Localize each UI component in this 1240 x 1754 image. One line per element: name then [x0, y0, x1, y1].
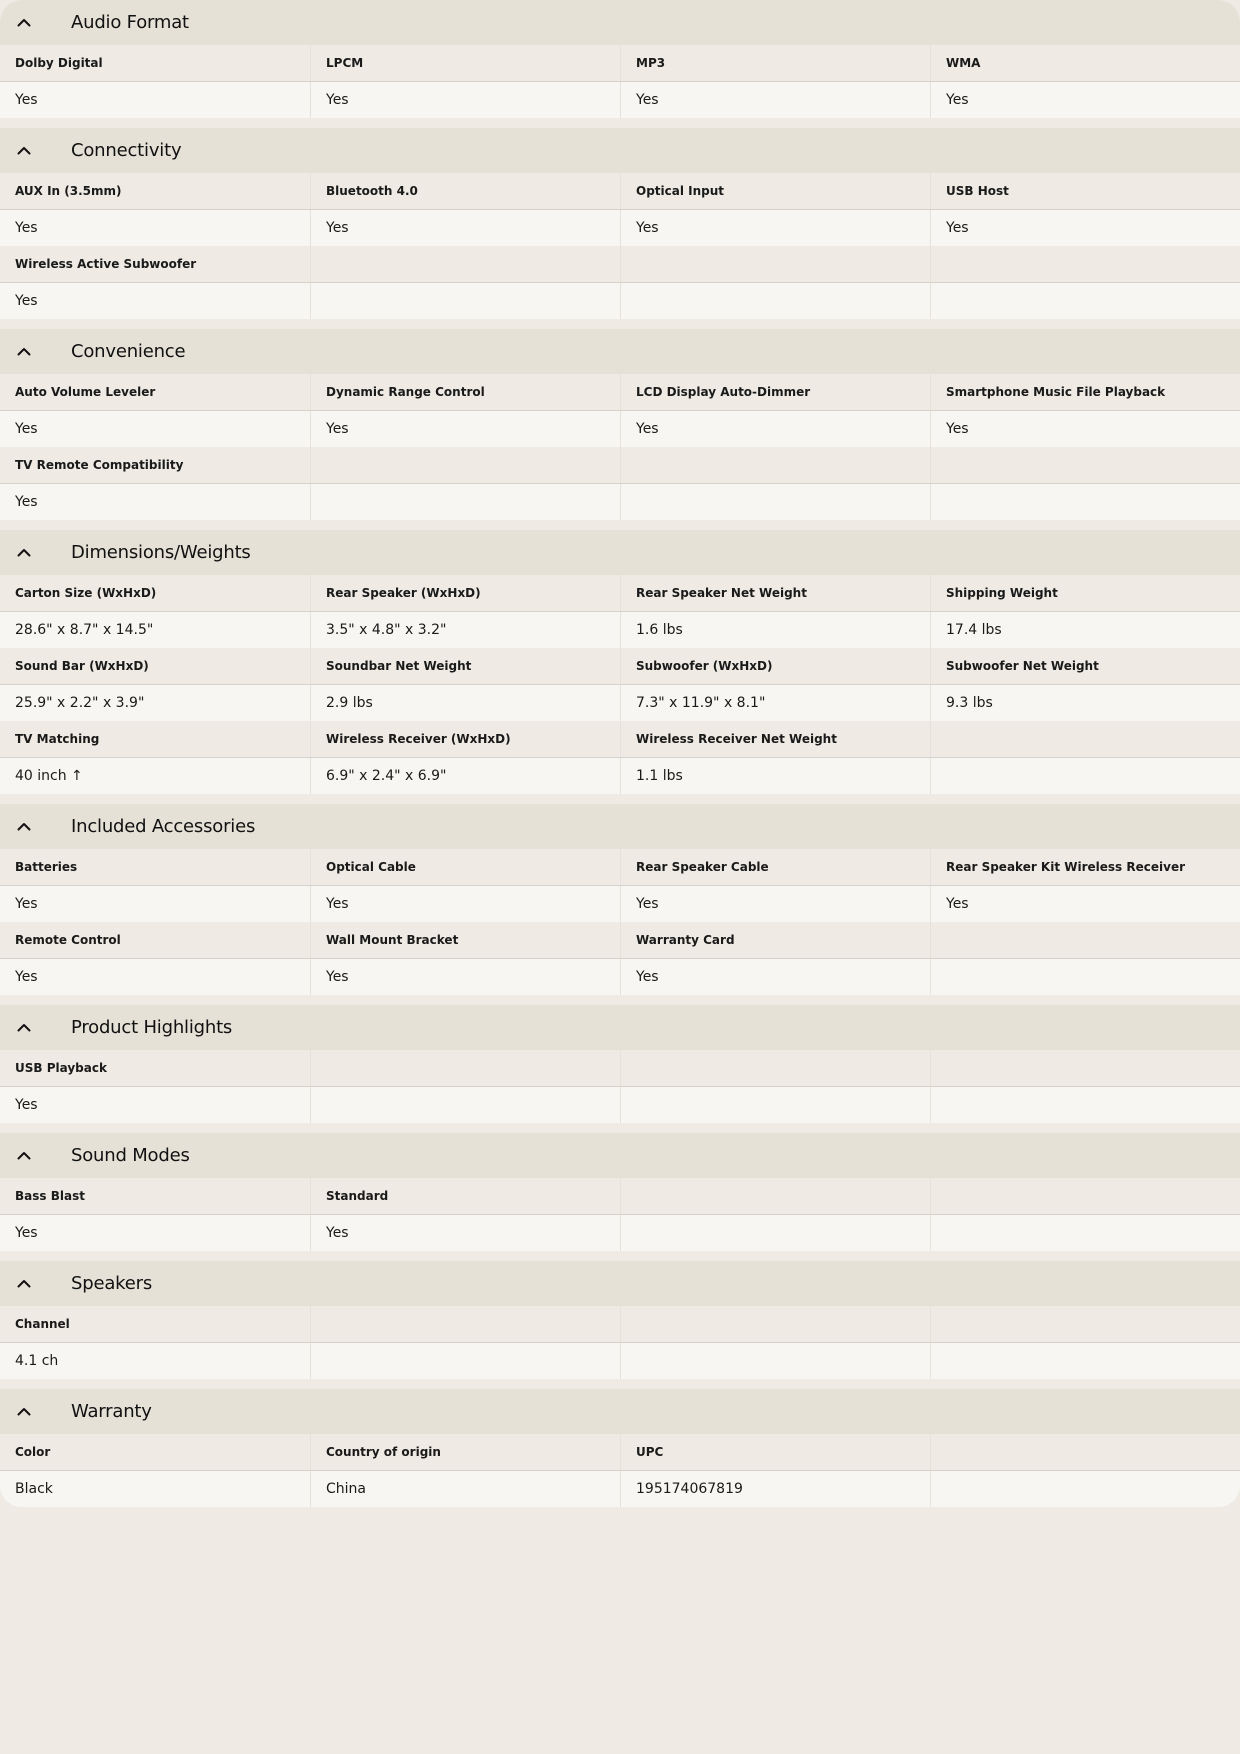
- spec-section-dimensions-weights: [0, 520, 1240, 794]
- spec-value: 6.9" x 2.4" x 6.9": [310, 758, 620, 794]
- spec-value-row: [0, 283, 1240, 319]
- spec-section-warranty: [0, 1379, 1240, 1507]
- spec-label-row: [0, 575, 1240, 612]
- spec-section-speakers: [0, 1251, 1240, 1379]
- chevron-up-icon[interactable]: [0, 329, 71, 374]
- spec-label: Smartphone Music File Playback: [930, 374, 1240, 410]
- spec-label: Subwoofer (WxHxD): [620, 648, 930, 684]
- spec-label: Warranty Card: [620, 922, 930, 958]
- section-toggle-warranty[interactable]: [0, 1389, 1240, 1434]
- spec-value: Yes: [310, 1215, 620, 1251]
- empty-cell: [310, 1306, 620, 1342]
- spec-value: Yes: [15, 293, 38, 309]
- spec-label: Wireless Active Subwoofer: [15, 257, 197, 271]
- spec-value: 195174067819: [620, 1471, 930, 1507]
- empty-cell: [310, 1343, 620, 1379]
- spec-label: AUX In (3.5mm): [15, 184, 122, 198]
- empty-cell: [620, 283, 930, 319]
- empty-cell: [930, 1215, 1240, 1251]
- spec-section-included-accessories: [0, 794, 1240, 995]
- spec-value: Yes: [15, 92, 38, 108]
- spec-label: TV Matching: [15, 732, 100, 746]
- spec-value: Yes: [930, 411, 1240, 447]
- empty-cell: [930, 959, 1240, 995]
- spec-label: TV Remote Compatibility: [15, 458, 184, 472]
- spec-value-row: [0, 758, 1240, 794]
- chevron-up-icon[interactable]: [0, 128, 71, 173]
- spec-value: Yes: [310, 411, 620, 447]
- spec-section-convenience: [0, 319, 1240, 520]
- spec-label: Subwoofer Net Weight: [930, 648, 1240, 684]
- spec-label: MP3: [620, 45, 930, 81]
- spec-value: Yes: [930, 210, 1240, 246]
- spec-value-row: [0, 411, 1240, 447]
- spec-value-row: [0, 959, 1240, 995]
- spec-value: Yes: [310, 210, 620, 246]
- spec-label: Remote Control: [15, 933, 121, 947]
- empty-cell: [930, 721, 1240, 757]
- spec-label-row: [0, 1178, 1240, 1215]
- spec-value-row: [0, 210, 1240, 246]
- empty-cell: [620, 246, 930, 282]
- spec-section-audio-format: [0, 0, 1240, 118]
- chevron-up-icon[interactable]: [0, 804, 71, 849]
- spec-label: LCD Display Auto-Dimmer: [620, 374, 930, 410]
- section-title: Product Highlights: [71, 1017, 233, 1038]
- spec-value-row: [0, 612, 1240, 648]
- spec-value: Yes: [620, 210, 930, 246]
- empty-cell: [930, 1471, 1240, 1507]
- chevron-up-icon[interactable]: [0, 1133, 71, 1178]
- spec-label-row: [0, 246, 1240, 283]
- spec-value: Yes: [15, 1097, 38, 1113]
- spec-value-row: [0, 886, 1240, 922]
- spec-section-connectivity: [0, 118, 1240, 319]
- spec-label: Channel: [15, 1317, 70, 1331]
- spec-label: Soundbar Net Weight: [310, 648, 620, 684]
- spec-value-row: [0, 685, 1240, 721]
- spec-label: Wall Mount Bracket: [310, 922, 620, 958]
- spec-value: Yes: [620, 886, 930, 922]
- spec-value: Yes: [15, 421, 38, 437]
- spec-label: Rear Speaker Cable: [620, 849, 930, 885]
- empty-cell: [620, 1178, 930, 1214]
- empty-cell: [930, 1050, 1240, 1086]
- empty-cell: [620, 1215, 930, 1251]
- spec-label: Rear Speaker Kit Wireless Receiver: [930, 849, 1240, 885]
- spec-value-row: [0, 1471, 1240, 1507]
- spec-label: Optical Input: [620, 173, 930, 209]
- spec-label: Dolby Digital: [15, 56, 103, 70]
- spec-label: Standard: [310, 1178, 620, 1214]
- spec-value: 7.3" x 11.9" x 8.1": [620, 685, 930, 721]
- section-title: Dimensions/Weights: [71, 542, 251, 563]
- spec-label: Bluetooth 4.0: [310, 173, 620, 209]
- empty-cell: [930, 246, 1240, 282]
- empty-cell: [930, 283, 1240, 319]
- spec-value: Yes: [15, 494, 38, 510]
- spec-label-row: [0, 45, 1240, 82]
- spec-value: Yes: [620, 82, 930, 118]
- spec-section-sound-modes: [0, 1123, 1240, 1251]
- spec-value-row: [0, 484, 1240, 520]
- spec-label: Rear Speaker (WxHxD): [310, 575, 620, 611]
- spec-label-row: [0, 1050, 1240, 1087]
- section-title: Sound Modes: [71, 1145, 190, 1166]
- spec-value: 1.1 lbs: [620, 758, 930, 794]
- spec-label-row: [0, 1306, 1240, 1343]
- spec-label: Sound Bar (WxHxD): [15, 659, 149, 673]
- empty-cell: [930, 1178, 1240, 1214]
- spec-value: 1.6 lbs: [620, 612, 930, 648]
- chevron-up-icon[interactable]: [0, 1389, 71, 1434]
- empty-cell: [620, 1306, 930, 1342]
- section-title: Included Accessories: [71, 816, 256, 837]
- empty-cell: [310, 1087, 620, 1123]
- spec-value: Yes: [620, 411, 930, 447]
- section-toggle-included-accessories[interactable]: [0, 804, 1240, 849]
- spec-label: Carton Size (WxHxD): [15, 586, 157, 600]
- empty-cell: [620, 447, 930, 483]
- spec-label: Country of origin: [310, 1434, 620, 1470]
- empty-cell: [310, 246, 620, 282]
- spec-value: Yes: [930, 886, 1240, 922]
- empty-cell: [310, 1050, 620, 1086]
- spec-label: LPCM: [310, 45, 620, 81]
- spec-value: Black: [15, 1481, 53, 1497]
- spec-label: Rear Speaker Net Weight: [620, 575, 930, 611]
- spec-label-row: [0, 447, 1240, 484]
- spec-label: WMA: [930, 45, 1240, 81]
- section-title: Connectivity: [71, 140, 182, 161]
- spec-value: 9.3 lbs: [930, 685, 1240, 721]
- spec-value: Yes: [310, 82, 620, 118]
- section-toggle-sound-modes[interactable]: [0, 1133, 1240, 1178]
- empty-cell: [930, 484, 1240, 520]
- section-title: Audio Format: [71, 12, 189, 33]
- spec-value: China: [310, 1471, 620, 1507]
- section-toggle-speakers[interactable]: [0, 1261, 1240, 1306]
- chevron-up-icon[interactable]: [0, 0, 71, 45]
- spec-value: Yes: [15, 896, 38, 912]
- spec-value: 28.6" x 8.7" x 14.5": [15, 622, 154, 638]
- empty-cell: [930, 1087, 1240, 1123]
- chevron-up-icon[interactable]: [0, 530, 71, 575]
- spec-value: Yes: [310, 886, 620, 922]
- spec-label: Optical Cable: [310, 849, 620, 885]
- empty-cell: [930, 1434, 1240, 1470]
- spec-value: 25.9" x 2.2" x 3.9": [15, 695, 145, 711]
- spec-value: 4.1 ch: [15, 1353, 59, 1369]
- spec-label: Auto Volume Leveler: [15, 385, 156, 399]
- spec-value: Yes: [620, 959, 930, 995]
- spec-label-row: [0, 374, 1240, 411]
- spec-label-row: [0, 849, 1240, 886]
- spec-label: Shipping Weight: [930, 575, 1240, 611]
- spec-value: 17.4 lbs: [930, 612, 1240, 648]
- spec-value: Yes: [310, 959, 620, 995]
- spec-label: Batteries: [15, 860, 78, 874]
- spec-label: USB Host: [930, 173, 1240, 209]
- empty-cell: [620, 1050, 930, 1086]
- empty-cell: [620, 1343, 930, 1379]
- empty-cell: [930, 1343, 1240, 1379]
- empty-cell: [930, 1306, 1240, 1342]
- spec-value-row: [0, 1215, 1240, 1251]
- spec-label: Color: [15, 1445, 51, 1459]
- section-title: Warranty: [71, 1401, 152, 1422]
- section-toggle-connectivity[interactable]: [0, 128, 1240, 173]
- spec-label-row: [0, 173, 1240, 210]
- spec-section-product-highlights: [0, 995, 1240, 1123]
- spec-value-row: [0, 82, 1240, 118]
- section-title: Speakers: [71, 1273, 152, 1294]
- section-toggle-product-highlights[interactable]: [0, 1005, 1240, 1050]
- spec-label-row: [0, 922, 1240, 959]
- spec-value: Yes: [15, 220, 38, 236]
- empty-cell: [930, 922, 1240, 958]
- spec-value: 3.5" x 4.8" x 3.2": [310, 612, 620, 648]
- spec-label: Dynamic Range Control: [310, 374, 620, 410]
- spec-value-row: [0, 1087, 1240, 1123]
- spec-label: USB Playback: [15, 1061, 107, 1075]
- empty-cell: [620, 1087, 930, 1123]
- empty-cell: [620, 484, 930, 520]
- spec-label-row: [0, 721, 1240, 758]
- empty-cell: [310, 283, 620, 319]
- section-toggle-convenience[interactable]: [0, 329, 1240, 374]
- section-toggle-audio-format[interactable]: [0, 0, 1240, 45]
- spec-value: 2.9 lbs: [310, 685, 620, 721]
- spec-value: Yes: [930, 82, 1240, 118]
- spec-label-row: [0, 648, 1240, 685]
- spec-value-row: [0, 1343, 1240, 1379]
- spec-value: 40 inch ↑: [15, 768, 83, 784]
- spec-value: Yes: [15, 969, 38, 985]
- spec-label: Bass Blast: [15, 1189, 85, 1203]
- spec-value: Yes: [15, 1225, 38, 1241]
- chevron-up-icon[interactable]: [0, 1005, 71, 1050]
- empty-cell: [930, 447, 1240, 483]
- section-title: Convenience: [71, 341, 186, 362]
- empty-cell: [310, 484, 620, 520]
- empty-cell: [310, 447, 620, 483]
- spec-label: Wireless Receiver (WxHxD): [310, 721, 620, 757]
- empty-cell: [930, 758, 1240, 794]
- section-toggle-dimensions-weights[interactable]: [0, 530, 1240, 575]
- spec-label: UPC: [620, 1434, 930, 1470]
- spec-label-row: [0, 1434, 1240, 1471]
- chevron-up-icon[interactable]: [0, 1261, 71, 1306]
- spec-label: Wireless Receiver Net Weight: [620, 721, 930, 757]
